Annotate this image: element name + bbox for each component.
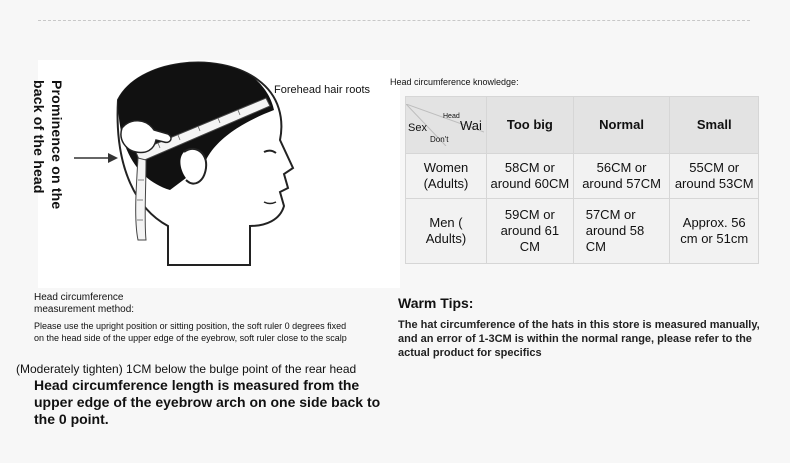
top-divider — [38, 20, 750, 21]
corner-wai: Wai — [460, 118, 482, 134]
cell-men-small: Approx. 56 cm or 51cm — [670, 198, 759, 263]
table-title: Head circumference knowledge: — [390, 77, 519, 87]
method-title: Head circumference measurement method: — [34, 292, 135, 315]
forehead-label: Forehead hair roots — [274, 84, 370, 96]
table-corner-cell — [406, 97, 487, 154]
method-body: Please use the upright position or sitting position, the soft ruler 0 degrees fixed on the head side of the upper edge of the eyebrow, soft ruler close to the scalp — [34, 321, 347, 343]
cell-women-normal: 56CM or around 57CM — [573, 154, 670, 198]
cell-men-normal: 57CM or around 58 CM — [573, 198, 670, 263]
head-measurement-illustration — [18, 40, 400, 288]
method-tighten: (Moderately tighten) 1CM below the bulge point of the rear head — [16, 362, 357, 376]
method-length: Head circumference length is measured from the upper edge of the eyebrow arch on one side back to the 0 point. — [34, 377, 381, 427]
column-header-small: Small — [670, 97, 759, 154]
row-label-women: Women (Adults) — [406, 154, 487, 198]
cell-women-small: 55CM or around 53CM — [670, 154, 759, 198]
ear — [184, 149, 206, 184]
table-row-women — [406, 154, 759, 198]
measuring-tape-hanging — [136, 158, 146, 240]
column-header-too-big: Too big — [487, 97, 574, 154]
tips-body: The hat circumference of the hats in this store is measured manually, and an error of 1-3CM is within the normal range, please refer to the actual product for specifics — [398, 319, 760, 359]
back-of-head-label — [30, 80, 70, 220]
row-label-men: Men ( Adults) — [406, 198, 487, 263]
table-header-row — [406, 97, 759, 154]
cell-men-too-big: 59CM or around 61 CM — [487, 198, 574, 263]
cell-women-too-big: 58CM or around 60CM — [487, 154, 574, 198]
table-row-men — [406, 198, 759, 263]
head-circumference-table — [405, 96, 759, 264]
corner-sex: Sex — [408, 122, 427, 135]
corner-dont: Don't — [430, 135, 449, 145]
corner-head: Head — [443, 113, 460, 121]
tips-title: Warm Tips: — [398, 295, 474, 311]
column-header-normal: Normal — [573, 97, 670, 154]
back-of-head-label-text: Prominence on the back of the head — [31, 80, 65, 210]
